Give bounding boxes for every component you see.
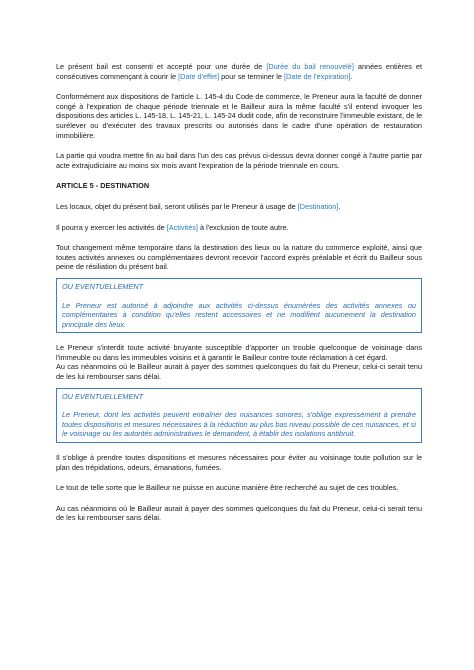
text: années entières et consécutives commençant à courir le: [56, 62, 422, 81]
paragraph-triennial-notice: Conformément aux dispositions de l'article L. 145-4 du Code de commerce, le Preneur aura la faculté de donner congé à l'expiration de chaque période triennale et le Bailleur aura la même faculté s'il entend invoquer les dispositions des articles L. 145-18, L. 145-21, L. 145-24 dudit code, afin de reconstruire l'immeuble existant, de le surélever ou d'exécuter des travaux prescrits ou autorisés dans le cadre d'une opération de restauration immobilière.: [56, 92, 422, 140]
text: Les locaux, objet du présent bail, seront utilisés par le Preneur à usage de: [56, 201, 298, 211]
optional-clause-title: OU EVENTUELLEMENT: [62, 391, 144, 401]
paragraph-noise-prohibition: Le Preneur s'interdit toute activité bruyante susceptible d'apporter un trouble quelconque de voisinage dans l'immeuble ou dans les immeubles voisins et à garantir le Bailleur contre toute réclamation à cet égard.: [56, 343, 422, 362]
placeholder-destination: [Destination]: [297, 201, 339, 211]
paragraph-termination: La partie qui voudra mettre fin au bail dans l'un des cas prévus ci-dessus devra donner congé à l'autre partie par acte extrajudiciaire au moins six mois avant l'expiration de la période triennale en cours.: [56, 151, 422, 170]
text: .: [338, 201, 341, 211]
optional-clause-box: [56, 388, 422, 443]
text: pour se terminer le: [219, 71, 284, 81]
text: Le présent bail est consenti et accepté pour une durée de: [56, 62, 267, 71]
paragraph-no-liability: Le tout de telle sorte que le Bailleur ne puisse en aucune manière être recherché au sujet de ces troubles.: [56, 483, 399, 493]
paragraph-reimbursement: Au cas néanmoins où le Bailleur aurait à payer des sommes quelconques du fait du Preneur, celui-ci serait tenu de les lui rembourser sans délai.: [56, 503, 422, 523]
text: à l'exclusion de toute autre.: [197, 222, 289, 232]
placeholder-activities: [Activités]: [166, 222, 198, 232]
paragraph-pollution: Il s'oblige à prendre toutes dispositions et mesures nécessaires pour éviter au voisinage toute pollution sur le plan des trépidations, odeurs, émanations, fumées.: [56, 453, 422, 472]
placeholder-expiration-date: [Date de l'expiration]: [283, 71, 351, 81]
document-page: [56, 62, 422, 523]
optional-clause-box: [56, 278, 422, 333]
optional-clause-text: Le Preneur, dont les activités peuvent entraîner des nuisances sonores, s'oblige expressément à prendre toutes dispositions et mesures nécessaires à la réduction au plus bas niveau possible de ces nuisances, et si le voisinage ou les autorités administratives le demandent, à établir des isolations antibruit.: [62, 410, 416, 439]
placeholder-effective-date: [Date d'effet]: [178, 71, 220, 81]
text: .: [350, 71, 353, 81]
paragraph-usage: [56, 202, 422, 212]
optional-clause-text: Le Preneur est autorisé à adjoindre aux activités ci-dessus énumérées des activités annexes ou complémentaires à condition qu'elles restent accessoires et ne modifient aucunement la destination principale des lieux.: [62, 300, 416, 329]
paragraph-activities: [56, 223, 422, 233]
optional-clause-title: OU EVENTUELLEMENT: [62, 281, 144, 291]
article-heading: ARTICLE 5 - DESTINATION: [56, 181, 150, 191]
paragraph-lease-duration: [56, 62, 422, 81]
paragraph-reimbursement: Au cas néanmoins où le Bailleur aurait à payer des sommes quelconques du fait du Preneur, celui-ci serait tenu de les lui rembourser sans délai.: [56, 362, 422, 382]
paragraph-change-of-use: Tout changement même temporaire dans la destination des lieux ou la nature du commerce exploité, ainsi que toutes activités annexes ou complémentaires devront recevoir l'accord exprès préalable et écrit du Bailleur sous peine de résiliation du présent bail.: [56, 243, 422, 272]
text: Il pourra y exercer les activités de: [56, 222, 167, 232]
placeholder-lease-duration: [Durée du bail renouvelé]: [266, 62, 354, 71]
